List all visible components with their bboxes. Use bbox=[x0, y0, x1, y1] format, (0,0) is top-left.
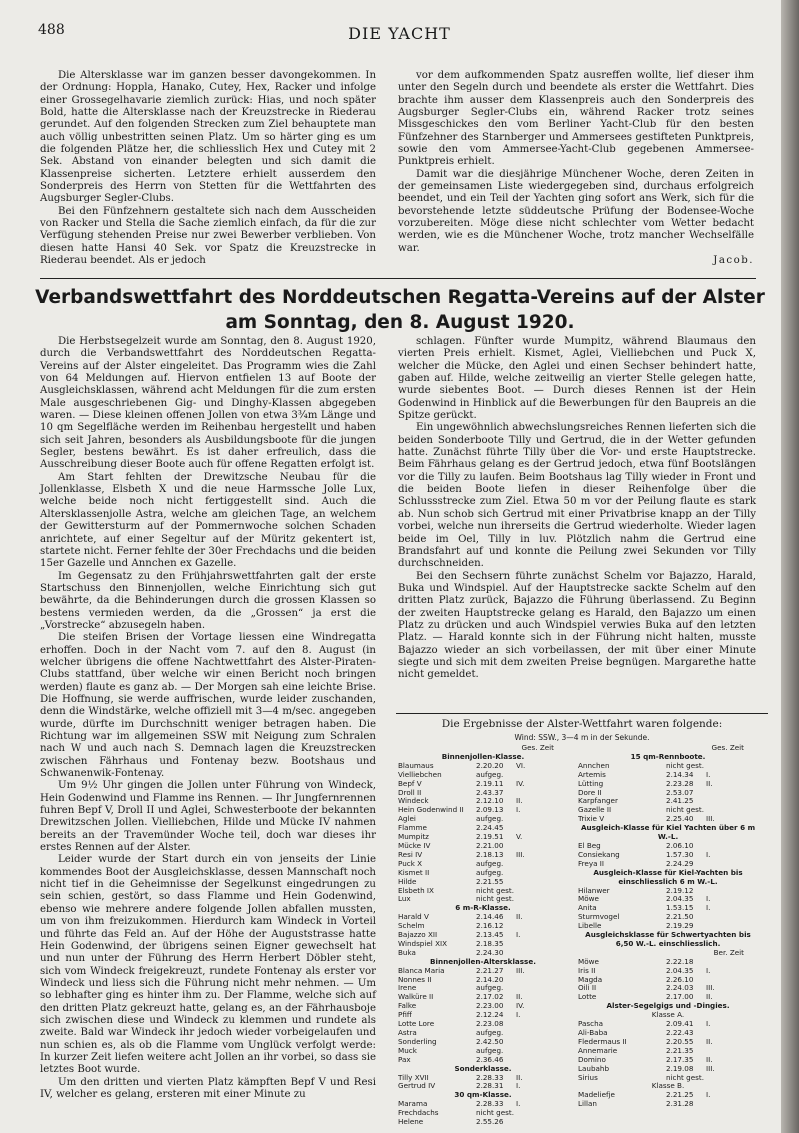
paragraph: Ein ungewöhnlich abwechslungsreiches Rennen lieferten sich die beiden Sonderboote Tilly und Gertrud, die in der Wetter gefunden hatte. Zunächst führte Tilly über die Vor- und erste Hauptstrecke. Beim Fährhaus gelang es der Gertrud jedoch, etwa fünf Bootslängen vor die Tilly zu laufen. Beim Bootshaus lag Tilly wieder in Front und die beiden Boote liefen in dieser Reihenfolge über die Schlussstrecke zum Ziel. Etwa 50 m vor der Peilung flaute es stark ab. Nun schob sich Gertrud mit einer Privatbrise knapp an der Tilly vorbei, welche nun ihrerseits die Gertrud wiederholte. Wieder lagen beide im Oel, Tilly in luv. Plötzlich nahm die Gertrud eine Brandsfahrt auf und konnte die Peilung zwei Sekunden vor Tilly durchschneiden. bbox=[398, 422, 756, 570]
placing: II. bbox=[706, 1036, 713, 1046]
race-time: 2.28.33 bbox=[476, 1099, 504, 1109]
race-time: 2.04.35 bbox=[666, 894, 694, 904]
boat-name: Windeck bbox=[398, 797, 429, 806]
class-heading: 15 qm-Rennboote. bbox=[630, 751, 706, 761]
boat-name: Freya II bbox=[578, 859, 605, 868]
class-heading: Ausgleich-Klasse für Kiel Yachten über 6 m W.-L. bbox=[580, 823, 756, 842]
race-time: 2.04.35 bbox=[666, 965, 694, 975]
boat-name: Astra bbox=[398, 1029, 417, 1037]
result-row bbox=[578, 1100, 758, 1109]
boat-name: Buka bbox=[398, 948, 416, 957]
paragraph: Am Start fehlten der Drewitzsche Neubau für die Jollenklasse, Elsbeth X und die neue Harmssche Jolle Lux, welche beide noch nicht fertiggestellt sind. Auch die Altersklassenjolle Astra, welche am gleichen Tage, an welchem der Gewittersturm auf der Pommernwoche solchen Schaden anrichtete, auf einer Segeltur auf der Müritz gekentert ist, startete nicht. Ferner fehlte der 30er Frechdachs und die beiden 15er Gazelle und Annchen ex Gazelle. bbox=[40, 471, 376, 570]
placing bbox=[516, 860, 536, 869]
placing: I. bbox=[516, 1081, 521, 1091]
boat-name: Laubahb bbox=[578, 1064, 610, 1073]
boat-name: Bajazzo XII bbox=[398, 931, 438, 940]
boat-name: Domino bbox=[578, 1055, 606, 1064]
class-heading: Ausgleich-Klasse für Kiel-Yachten bis einschliesslich 6 m W.-L. bbox=[593, 867, 743, 886]
boat-name: Frechdachs bbox=[398, 1109, 439, 1118]
placing: I. bbox=[516, 1099, 521, 1109]
boat-name: Artemis bbox=[578, 770, 606, 779]
placing: VI. bbox=[516, 760, 526, 770]
race-time: 2.24.45 bbox=[476, 823, 504, 833]
class-heading: Binnenjollen-Klasse. bbox=[441, 751, 525, 761]
placing: II. bbox=[516, 796, 523, 806]
boat-name: Resi IV bbox=[398, 850, 423, 859]
placing: II. bbox=[706, 992, 713, 1002]
boat-name: Kismet II bbox=[398, 868, 430, 877]
class-heading: Sonderklasse. bbox=[454, 1063, 512, 1073]
race-time: 2.19.08 bbox=[666, 1063, 694, 1073]
boat-name: Mumpitz bbox=[398, 833, 429, 842]
boat-name: Elsbeth IX bbox=[398, 886, 434, 895]
placing bbox=[516, 1038, 536, 1047]
race-time: 2.55.26 bbox=[476, 1117, 504, 1127]
placing bbox=[706, 797, 726, 806]
placing bbox=[706, 1100, 726, 1109]
placing: III. bbox=[516, 965, 525, 975]
race-time: 2.53.07 bbox=[666, 787, 694, 797]
race-time: 2.21.55 bbox=[476, 876, 504, 886]
boat-name: Annemarie bbox=[578, 1046, 618, 1055]
race-time: 2.14.46 bbox=[476, 912, 504, 922]
race-time: nicht gest. bbox=[666, 760, 704, 770]
paragraph: vor dem aufkommenden Spatz ausreffen wollte, lief dieser ihm unter den Segeln durch und beendete als erster die Wettfahrt. Dies brachte ihm ausser dem Klassenpreis auch den Sonderpreis des Augsburger Segler-Clubs ein, während Racker trotz seines Missgeschickes den vom Berliner Yacht-Club für den besten Fünfzehner des Starnberger und Ammersees gestifteten Punktpreis, sowie den vom Ammersee-Yacht-Club gegebenen Ammersee-Punktpreis erhielt. bbox=[398, 70, 754, 168]
placing bbox=[516, 1029, 536, 1038]
placing: I. bbox=[706, 965, 711, 975]
race-time: aufgeg. bbox=[476, 867, 504, 877]
boat-name: Oili II bbox=[578, 984, 597, 993]
paragraph: Um 9½ Uhr gingen die Jollen unter Führung von Windeck, Hein Godenwind und Flamme ins Rennen. — Ihr Jungfernrennen fuhren Bepf V, Droll II und Aglei, Schwesterboote der bekannten Drewitzschen Jollen. Vielliebchen, Hilde und Mücke IV nahmen bereits an der Travemünder Woche teil, doch war dieses ihr erstes Rennen auf der Alster. bbox=[40, 780, 376, 854]
race-time: 2.21.27 bbox=[476, 965, 504, 975]
race-time: 2.17.00 bbox=[666, 992, 694, 1002]
boat-name: Gazelle II bbox=[578, 806, 612, 815]
placing: II. bbox=[516, 912, 523, 922]
boat-name: Trixie V bbox=[578, 815, 605, 824]
race-time: 2.18.13 bbox=[476, 849, 504, 859]
race-time: 2.13.45 bbox=[476, 930, 504, 940]
placing: II. bbox=[706, 778, 713, 788]
race-time: aufgeg. bbox=[476, 983, 504, 993]
author-signature: Jacob. bbox=[713, 255, 754, 267]
race-time: 2.21.00 bbox=[476, 840, 504, 850]
race-time: 2.14.20 bbox=[476, 974, 504, 984]
race-time: 2.24.29 bbox=[666, 858, 694, 868]
boat-name: Harald V bbox=[398, 913, 429, 922]
boat-name: Anita bbox=[578, 904, 597, 913]
race-time: 2.25.40 bbox=[666, 814, 694, 824]
placing bbox=[516, 815, 536, 824]
top-right-column bbox=[398, 70, 754, 268]
article-title-line-1: Verbandswettfahrt des Norddeutschen Regatta-Vereins auf der Alster bbox=[35, 287, 765, 308]
boat-name: Pascha bbox=[578, 1020, 604, 1029]
boat-name: Blaumaus bbox=[398, 761, 434, 770]
boat-name: Annchen bbox=[578, 761, 610, 770]
boat-name: Irene bbox=[398, 984, 417, 993]
placing: III. bbox=[516, 849, 525, 859]
race-time: 2.23.00 bbox=[476, 1001, 504, 1011]
results-wind: Wind: SSW., 3—4 m in der Sekunde. bbox=[514, 733, 650, 742]
boat-name: Hein Godenwind II bbox=[398, 806, 464, 815]
placing: V. bbox=[516, 832, 523, 842]
race-time: 2.24.03 bbox=[666, 983, 694, 993]
boat-name: Lotte Lore bbox=[398, 1020, 435, 1029]
placing bbox=[516, 1047, 536, 1056]
boat-name: Ali-Baba bbox=[578, 1029, 608, 1037]
race-time: 2.06.10 bbox=[666, 840, 694, 850]
placing bbox=[706, 789, 726, 798]
race-time: 2.20.55 bbox=[666, 1036, 694, 1046]
boat-name: Tilly XVII bbox=[398, 1073, 429, 1082]
boat-name: Droll II bbox=[398, 788, 422, 797]
race-time: 2.21.25 bbox=[666, 1090, 694, 1100]
race-time: 2.19.51 bbox=[476, 832, 504, 842]
page-number: 488 bbox=[38, 22, 65, 38]
boat-name: Puck X bbox=[398, 859, 423, 868]
paragraph: Die Altersklasse war im ganzen besser davongekommen. In der Ordnung: Hoppla, Hanako, Cutey, Hex, Racker und infolge einer Grossegelhavarie ziemlich zurück: Hias, und noch später Bold, hatte die Altersklasse nach der Kreuzstrecke in Riederau gerundet. Auf den folgenden Strecken zum Ziel behauptete man auch völlig unbestritten seinen Platz. Um so härter ging es um die folgenden Plätze her, die schliesslich Hex und Cutey mit 2 Sek. Abstand von einander belegten und sich damit die Klassenpreise sicherten. Letztere erhielt ausserdem den Sonderpreis des Herrn von Stetten für die Wettfahrten des Augsburger Segler-Clubs. bbox=[40, 70, 376, 205]
paragraph: Leider wurde der Start durch ein von jenseits der Linie kommendes Boot der Ausgleichsklasse, dessen Mannschaft noch nicht tief in die Geheimnisse der Segelkunst eingedrungen zu sein schien, gestört, so dass Flamme und Hein Godenwind, ebenso wie mehrere andere folgende Jollen abfallen mussten, um von ihm freizukommen. Hierdurch kam Windeck in Vorteil und führte das Feld an. Auf der Höhe der Auguststrasse hatte Hein Godenwind, der übrigens seinen Eigner gewechselt hat und nun unter der Führung des Herrn Herbert Döbler steht, sich vom Windeck freigekreuzt, rundete Fontenay als erster vor Windeck und liess sich die Führung nicht mehr nehmen. — Um so lebhafter ging es hinter ihm zu. Der Flamme, welche sich auf den dritten Platz gekreuzt hatte, gelang es, an der Fährhausboje sich zwischen diese und Windeck zu klemmen und rundete als zweite. Bald war Windeck ihr jedoch wieder vorbeigelaufen und nun schien es, als ob die Flamme vom Unglück verfolgt werde: In kurzer Zeit liefen weitere acht Jollen an ihr vorbei, so dass sie letztes Boot wurde. bbox=[40, 854, 376, 1076]
boat-name: Aglei bbox=[398, 815, 416, 824]
race-time: 2.18.35 bbox=[476, 938, 504, 948]
section-divider bbox=[40, 278, 756, 279]
result-row bbox=[398, 1118, 568, 1127]
boat-name: Hilanwer bbox=[578, 886, 610, 895]
boat-name: Lütting bbox=[578, 779, 604, 788]
class-subheading: Klasse B. bbox=[651, 1081, 685, 1091]
placing: II. bbox=[706, 1054, 713, 1064]
boat-name: Möwe bbox=[578, 895, 599, 904]
placing: III. bbox=[706, 1063, 715, 1073]
race-time: aufgeg. bbox=[476, 814, 504, 824]
paragraph: Damit war die diesjährige Münchener Woche, deren Zeiten in der gemeinsamen Liste wiedergegeben sind, durchaus erfolgreich beendet, und ein Teil der Yachten ging sofort ans Werk, sich für die bevorstehende letzte süddeutsche Prüfung der Bodensee-Woche vorzubereiten. Möge diese nicht schlechter vom Wetter bedacht werden, wie es die Münchener Woche, trotz mancher Wechselfälle war. bbox=[398, 168, 754, 254]
class-heading: Ausgleichsklasse für Schwertyachten bis 6,50 W.-L. einschliesslich. bbox=[585, 930, 751, 948]
boat-name: Karpfanger bbox=[578, 797, 618, 806]
race-time: 2.41.25 bbox=[666, 796, 694, 806]
placing bbox=[516, 869, 536, 878]
boat-name: Gertrud IV bbox=[398, 1082, 436, 1091]
race-time: 2.43.37 bbox=[476, 787, 504, 797]
race-time: nicht gest. bbox=[476, 894, 514, 904]
placing: III. bbox=[706, 983, 715, 993]
running-title: DIE YACHT bbox=[348, 24, 451, 43]
boat-name: Dore II bbox=[578, 788, 602, 797]
time-column-heading: Ges. Zeit bbox=[711, 743, 744, 752]
boat-name: Lillan bbox=[578, 1100, 597, 1109]
time-column-heading: Ber. Zeit bbox=[713, 947, 744, 957]
class-subheading: Klasse A. bbox=[651, 1010, 685, 1020]
race-time: 2.09.41 bbox=[666, 1019, 694, 1029]
race-time: 2.28.31 bbox=[476, 1081, 504, 1091]
placing bbox=[516, 895, 536, 904]
bottom-right-column bbox=[398, 336, 756, 682]
race-time: aufgeg. bbox=[476, 769, 504, 779]
race-time: nicht gest. bbox=[666, 805, 704, 815]
race-time: 2.26.10 bbox=[666, 974, 694, 984]
race-time: 2.12.10 bbox=[476, 796, 504, 806]
placing: III. bbox=[706, 814, 715, 824]
race-time: 2.19.12 bbox=[666, 885, 694, 895]
paragraph: Im Gegensatz zu den Frühjahrswettfahrten galt der erste Startschuss den Binnenjollen, welche Einrichtung sich gut bewährte, da die Behinderungen durch die grossen Klassen so bestens vermieden werden, da die „Grossen“ ja erst die „Vorstrecke“ abzusegeln haben. bbox=[40, 570, 376, 631]
boat-name: Muck bbox=[398, 1046, 417, 1055]
boat-name: Flamme bbox=[398, 824, 427, 833]
paragraph: Bei den Sechsern führte zunächst Schelm vor Bajazzo, Harald, Buka und Windspiel. Auf der Hauptstrecke sackte Schelm auf den dritten Platz zurück, Bajazzo die Führung überlassend. Zu Beginn der zweiten Hauptstrecke gelang es Harald, den Bajazzo um einen Platz zu drücken und auch Windspiel verwies Buka auf den letzten Platz. — Harald konnte sich in der Führung nicht halten, musste Bajazzo wieder an sich vorbeilassen, der mit über einer Minute siegte und sich mit dem zweiten Preise begnügen. Margarethe hatte nicht gemeldet. bbox=[398, 570, 756, 681]
race-time: 2.21.35 bbox=[666, 1045, 694, 1055]
placing bbox=[516, 1118, 536, 1127]
race-time: 2.19.29 bbox=[666, 921, 694, 931]
bottom-left-column bbox=[40, 336, 376, 1101]
race-time: 1.57.30 bbox=[666, 849, 694, 859]
placing: I. bbox=[706, 849, 711, 859]
race-time: nicht gest. bbox=[666, 1072, 704, 1082]
placing bbox=[516, 878, 536, 887]
placing bbox=[706, 1074, 726, 1083]
race-time: 2.16.12 bbox=[476, 921, 504, 931]
placing bbox=[516, 1109, 536, 1118]
time-column-heading: Ges. Zeit bbox=[521, 743, 554, 752]
placing: I. bbox=[516, 1010, 521, 1020]
boat-name: Marama bbox=[398, 1100, 428, 1109]
race-time: 2.17.02 bbox=[476, 992, 504, 1002]
boat-name: Lux bbox=[398, 895, 411, 904]
boat-name: Libelle bbox=[578, 922, 602, 931]
race-time: 1.53.15 bbox=[666, 903, 694, 913]
boat-name: Schelm bbox=[398, 922, 425, 931]
race-time: 2.19.11 bbox=[476, 778, 504, 788]
placing: I. bbox=[706, 1090, 711, 1100]
paragraph: Bei den Fünfzehnern gestaltete sich nach dem Ausscheiden von Racker und Stella die Sache ziemlich einfach, da für die zur Verfügung stehenden Preise nur zwei Bewerber verblieben. Von diesen hatte Hansi 40 Sek. vor Spatz die Kreuzstrecke in Riederau beendet. Als er jedoch bbox=[40, 205, 376, 267]
placing: IV. bbox=[516, 778, 525, 788]
boat-name: Nonnes II bbox=[398, 975, 432, 984]
placing bbox=[706, 913, 726, 922]
boat-name: Madeliefje bbox=[578, 1091, 615, 1100]
race-time: 2.14.34 bbox=[666, 769, 694, 779]
boat-name: Möwe bbox=[578, 957, 599, 966]
race-time: 2.20.20 bbox=[476, 760, 504, 770]
race-time: aufgeg. bbox=[476, 1045, 504, 1055]
boat-name: Bepf V bbox=[398, 779, 422, 788]
placing: I. bbox=[516, 930, 521, 940]
placing: I. bbox=[706, 769, 711, 779]
boat-name: Fledermaus II bbox=[578, 1037, 627, 1046]
boat-name: Magda bbox=[578, 975, 603, 984]
race-time: 2.28.33 bbox=[476, 1072, 504, 1082]
race-time: 2.22.43 bbox=[666, 1028, 694, 1037]
boat-name: Pfiff bbox=[398, 1011, 412, 1020]
placing bbox=[516, 976, 536, 985]
boat-name: Blanca Maria bbox=[398, 966, 445, 975]
boat-name: Walküre II bbox=[398, 993, 434, 1002]
race-time: aufgeg. bbox=[476, 858, 504, 868]
placing bbox=[516, 1020, 536, 1029]
placing: II. bbox=[516, 1072, 523, 1082]
race-time: 2.23.08 bbox=[476, 1019, 504, 1029]
placing: I. bbox=[706, 894, 711, 904]
boat-name: El Beg bbox=[578, 841, 601, 850]
boat-name: Mücke IV bbox=[398, 841, 431, 850]
race-time: nicht gest. bbox=[476, 885, 514, 895]
boat-name: Falke bbox=[398, 1002, 417, 1011]
race-time: 2.22.18 bbox=[666, 956, 694, 966]
results-heading: Die Ergebnisse der Alster-Wettfahrt waren folgende: bbox=[441, 718, 723, 730]
top-left-column bbox=[40, 70, 376, 268]
class-heading: Alster-Segelgigs und -Dingies. bbox=[606, 1001, 730, 1011]
boat-name: Sonderling bbox=[398, 1037, 437, 1046]
race-time: nicht gest. bbox=[476, 1108, 514, 1118]
placing: I. bbox=[516, 805, 521, 815]
race-time: 2.09.13 bbox=[476, 805, 504, 815]
page-edge-shadow bbox=[781, 0, 799, 1133]
paragraph: schlagen. Fünfter wurde Mumpitz, während Blaumaus den vierten Preis erhielt. Kismet, Aglei, Vielliebchen und Puck X, welcher die Mücke, den Aglei und einen Sechser behindert hatte, gaben auf. Hilde, welche zeitweilig an vierter Stelle gelegen hatte, wurde siebentes Boot. — Durch dieses Rennen ist der Hein Godenwind in Hinblick auf die Bewerbungen für den Baupreis an die Spitze gerückt. bbox=[398, 336, 756, 422]
placing: I. bbox=[706, 903, 711, 913]
boat-name: Iris II bbox=[578, 966, 596, 975]
race-time: aufgeg. bbox=[476, 1028, 504, 1037]
boat-name: Pax bbox=[398, 1055, 411, 1064]
placing: I. bbox=[706, 1019, 711, 1029]
paragraph: Die steifen Brisen der Vortage liessen eine Windregatta erhoffen. Doch in der Nacht vom 7. auf den 8. August (in welcher übrigens die offene Nachtwettfahrt des Alster-Piraten-Clubs stattfand, über welche wir einen Bericht noch bringen werden) flaute es ganz ab. — Der Morgen sah eine leichte Brise. Die Hoffnung, sie werde auffrischen, wurde leider zuschanden, denn die Windstärke, welche offiziell mit 3—4 m/sec. angegeben wurde, dürfte im Durchschnitt weniger betragen haben. Die Richtung war im allgemeinen SSW mit Neigung zum Schralen nach W und auch nach S. Demnach lagen die Kreuzstrecken zwischen Fährhaus und Fontenay bezw. Bootshaus und Schwanenwik-Fontenay. bbox=[40, 632, 376, 780]
race-time: 2.17.35 bbox=[666, 1054, 694, 1064]
placing bbox=[516, 940, 536, 949]
race-time: 2.31.28 bbox=[666, 1099, 694, 1109]
placing: II. bbox=[516, 992, 523, 1002]
class-heading: Binnenjollen-Altersklasse. bbox=[430, 956, 536, 966]
class-heading: 30 qm-Klasse. bbox=[454, 1090, 512, 1100]
race-time: 2.36.46 bbox=[476, 1054, 504, 1064]
boat-name: Helene bbox=[398, 1118, 424, 1127]
boat-name: Windspiel XIX bbox=[398, 939, 448, 948]
results-top-rule bbox=[396, 713, 768, 714]
results-left-column bbox=[398, 744, 568, 1127]
boat-name: Lotte bbox=[578, 993, 597, 1002]
boat-name: Hilde bbox=[398, 877, 417, 886]
paragraph: Um den dritten und vierten Platz kämpften Bepf V und Resi IV, welcher es gelang, ersteren mit einer Minute zu bbox=[40, 1076, 376, 1100]
race-time: 2.12.24 bbox=[476, 1010, 504, 1020]
article-title bbox=[30, 285, 770, 335]
boat-name: Consiekang bbox=[578, 850, 620, 859]
race-time: 2.42.50 bbox=[476, 1036, 504, 1046]
race-time: 2.24.30 bbox=[476, 947, 504, 957]
race-time: 2.21.50 bbox=[666, 912, 694, 922]
placing bbox=[516, 887, 536, 896]
placing: IV. bbox=[516, 1001, 525, 1011]
boat-name: Sirius bbox=[578, 1073, 598, 1082]
boat-name: Vielliebchen bbox=[398, 770, 442, 779]
class-heading: 6 m-R-Klasse. bbox=[455, 903, 511, 913]
results-right-column bbox=[578, 744, 758, 1109]
boat-name: Sturmvogel bbox=[578, 913, 620, 922]
article-title-line-2: am Sonntag, den 8. August 1920. bbox=[225, 312, 575, 333]
placing bbox=[516, 1056, 536, 1065]
paragraph: Die Herbstsegelzeit wurde am Sonntag, den 8. August 1920, durch die Verbandswettfahrt des Norddeutschen Regatta-Vereins auf der Alster eingeleitet. Das Programm wies die Zahl von 64 Meldungen auf. Hiervon entfielen 13 auf Boote der Ausgleichsklassen, während acht Meldungen für die zum ersten Male ausgeschriebenen Gig- und Dinghy-Klassen abgegeben waren. — Diese kleinen offenen Jollen von etwa 3¾m Länge und 10 qm Segelfläche werden im Reihenbau hergestellt und haben sich seit Jahren, besonders als Ausbildungsboote für die jungen Segler, bestens bewährt. Es ist daher erfreulich, dass die Ausschreibung dieser Boote auch für offene Regatten erfolgt ist. bbox=[40, 336, 376, 471]
race-time: 2.23.28 bbox=[666, 778, 694, 788]
